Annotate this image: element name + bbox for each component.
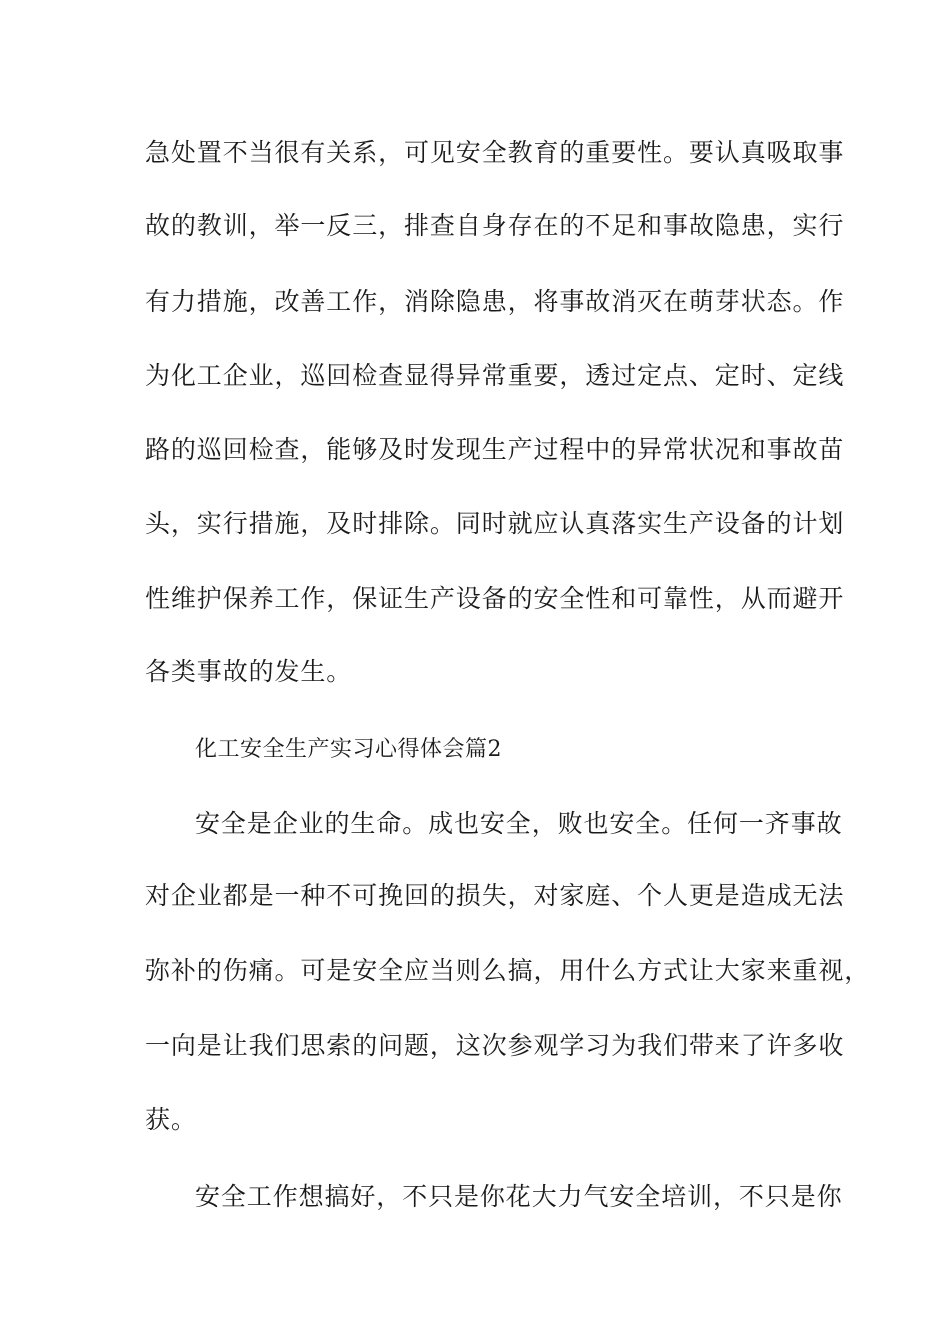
paragraph-2-line-4: 一向是让我们思索的问题，这次参观学习为我们带来了许多收 xyxy=(145,1031,845,1060)
paragraph-2-line-5: 获。 xyxy=(145,1105,197,1134)
paragraph-2-line-1: 安全是企业的生命。成也安全，败也安全。任何一齐事故 xyxy=(195,809,843,838)
paragraph-1-line-6: 头，实行措施，及时排除。同时就应认真落实生产设备的计划 xyxy=(145,509,845,538)
paragraph-1-line-8: 各类事故的发生。 xyxy=(145,657,353,686)
paragraph-1-line-4: 为化工企业，巡回检查显得异常重要，透过定点、定时、定线 xyxy=(145,361,845,390)
paragraph-1-line-3: 有力措施，改善工作，消除隐患，将事故消灭在萌芽状态。作 xyxy=(145,287,845,316)
paragraph-3-line-1: 安全工作想搞好，不只是你花大力气安全培训，不只是你 xyxy=(195,1182,843,1211)
section-heading: 化工安全生产实习心得体会篇2 xyxy=(195,737,502,762)
paragraph-1-line-7: 性维护保养工作，保证生产设备的安全性和可靠性，从而避开 xyxy=(145,584,845,613)
paragraph-1-line-1: 急处置不当很有关系，可见安全教育的重要性。要认真吸取事 xyxy=(145,138,845,167)
paragraph-2-line-2: 对企业都是一种不可挽回的损失，对家庭、个人更是造成无法 xyxy=(145,881,845,910)
paragraph-2-line-3: 弥补的伤痛。可是安全应当则么搞，用什么方式让大家来重视， xyxy=(145,956,871,985)
paragraph-1-line-2: 故的教训，举一反三，排查自身存在的不足和事故隐患，实行 xyxy=(145,211,845,240)
paragraph-1-line-5: 路的巡回检查，能够及时发现生产过程中的异常状况和事故苗 xyxy=(145,435,845,464)
